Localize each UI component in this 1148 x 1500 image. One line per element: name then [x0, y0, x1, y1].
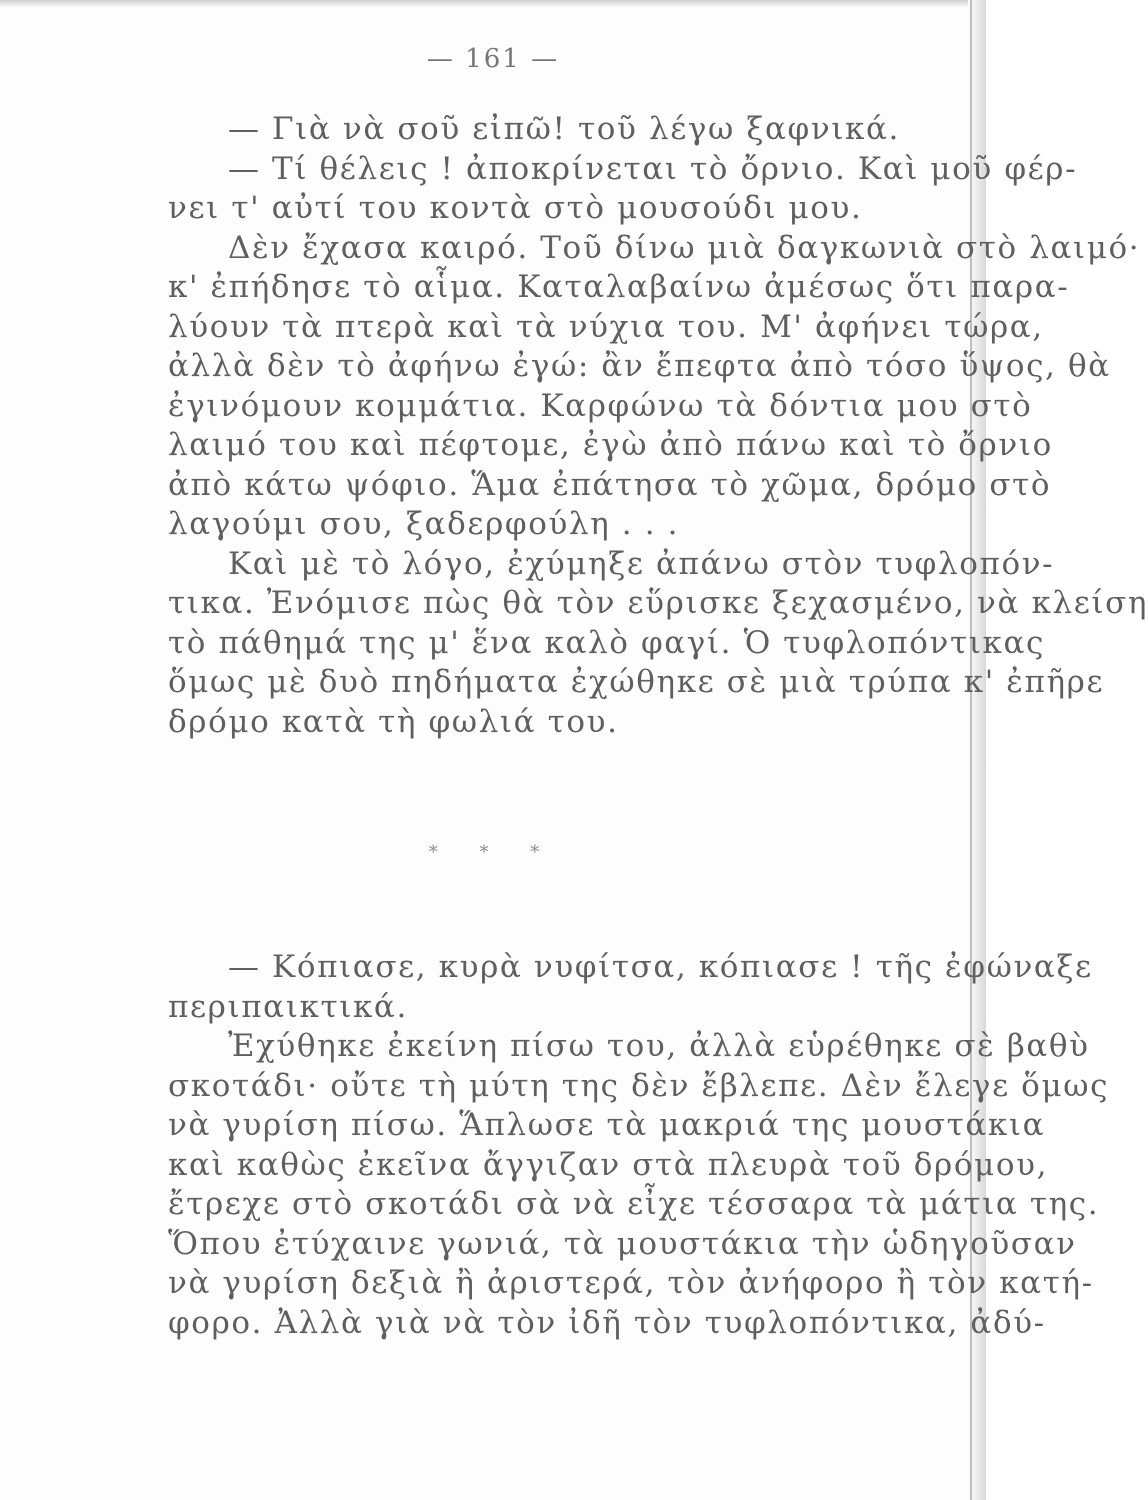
text-line: λύουν τὰ πτερὰ καὶ τὰ νύχια του. Μ' ἀφήνει τώρα,: [168, 308, 1044, 345]
text-line: νει τ' αὐτί του κοντὰ στὸ μουσούδι μου.: [168, 190, 863, 226]
text-line: — Τί θέλεις ! ἀποκρίνεται τὸ ὄρνιο. Καὶ μοῦ φέρ-: [228, 150, 1078, 187]
text-line: περιπαικτικά.: [168, 988, 408, 1025]
text-line: ἀλλὰ δὲν τὸ ἀφήνω ἐγώ: ἂν ἔπεφτα ἀπὸ τόσο ὕψος, θὰ: [168, 348, 1111, 384]
text-line: — Κόπιασε, κυρὰ νυφίτσα, κόπιασε ! τῆς ἐφώναξε: [228, 949, 1093, 985]
text-line: τὸ πάθημά της μ' ἕνα καλὸ φαγί. Ὁ τυφλοπόντικας: [168, 624, 1045, 661]
text-line: καὶ καθὼς ἐκεῖνα ἄγγιζαν στὰ πλευρὰ τοῦ δρόμου,: [168, 1146, 1049, 1183]
text-line: ἀπὸ κάτω ψόφιο. Ἅμα ἐπάτησα τὸ χῶμα, δρόμο στὸ: [168, 466, 1052, 503]
text-block-2: [168, 948, 1110, 1343]
text-line: ἔτρεχε στὸ σκοτάδι σὰ νὰ εἶχε τέσσαρα τὰ μάτια της.: [168, 1186, 1100, 1222]
text-line: σκοτάδι· οὔτε τὴ μύτη της δὲν ἔβλεπε. Δὲν ἔλεγε ὅμως: [168, 1067, 1110, 1104]
text-line: δρόμο κατὰ τὴ φωλιά του.: [168, 703, 619, 740]
text-line: φορο. Ἀλλὰ γιὰ νὰ τὸν ἰδῆ τὸν τυφλοπόντικα, ἀδύ-: [168, 1304, 1046, 1341]
text-line: νὰ γυρίση πίσω. Ἅπλωσε τὰ μακριά της μουστάκια: [168, 1107, 1046, 1143]
text-line: κ' ἐπήδησε τὸ αἷμα. Καταλαβαίνω ἀμέσως ὅτι παρα-: [168, 269, 1070, 305]
text-line: Ἐχύθηκε ἐκείνη πίσω του, ἀλλὰ εὑρέθηκε σὲ βαθὺ: [228, 1028, 1090, 1064]
text-line: τικα. Ἐνόμισε πὼς θὰ τὸν εὕρισκε ξεχασμένο, νὰ κλείση: [168, 585, 1148, 621]
text-line: Δὲν ἔχασα καιρό. Τοῦ δίνω μιὰ δαγκωνιὰ στὸ λαιμό·: [228, 229, 1141, 266]
text-line: Καὶ μὲ τὸ λόγο, ἐχύμηξε ἀπάνω στὸν τυφλοπόν-: [228, 545, 1055, 582]
text-line: ὅμως μὲ δυὸ πηδήματα ἐχώθηκε σὲ μιὰ τρύπα κ' ἐπῆρε: [168, 664, 1105, 700]
text-line: νὰ γυρίση δεξιὰ ἢ ἀριστερά, τὸν ἀνήφορο ἢ τὸν κατή-: [168, 1265, 1094, 1301]
text-line: ἐγινόμουν κομμάτια. Καρφώνω τὰ δόντια μου στὸ: [168, 387, 1033, 424]
text-line: — Γιὰ νὰ σοῦ εἰπῶ! τοῦ λέγω ξαφνικά.: [228, 111, 900, 147]
text-line: Ὅπου ἐτύχαινε γωνιά, τὰ μουστάκια τὴν ὡδηγοῦσαν: [168, 1225, 1077, 1262]
page-number: — 161 —: [426, 44, 560, 74]
text-block-1: [168, 110, 1148, 742]
text-line: λαιμό του καὶ πέφτομε, ἐγὼ ἀπὸ πάνω καὶ τὸ ὄρνιο: [168, 427, 1053, 463]
text-line: λαγούμι σου, ξαδερφούλη . . .: [168, 506, 680, 542]
page-top-edge: [0, 0, 986, 8]
section-separator: * * *: [428, 842, 558, 863]
